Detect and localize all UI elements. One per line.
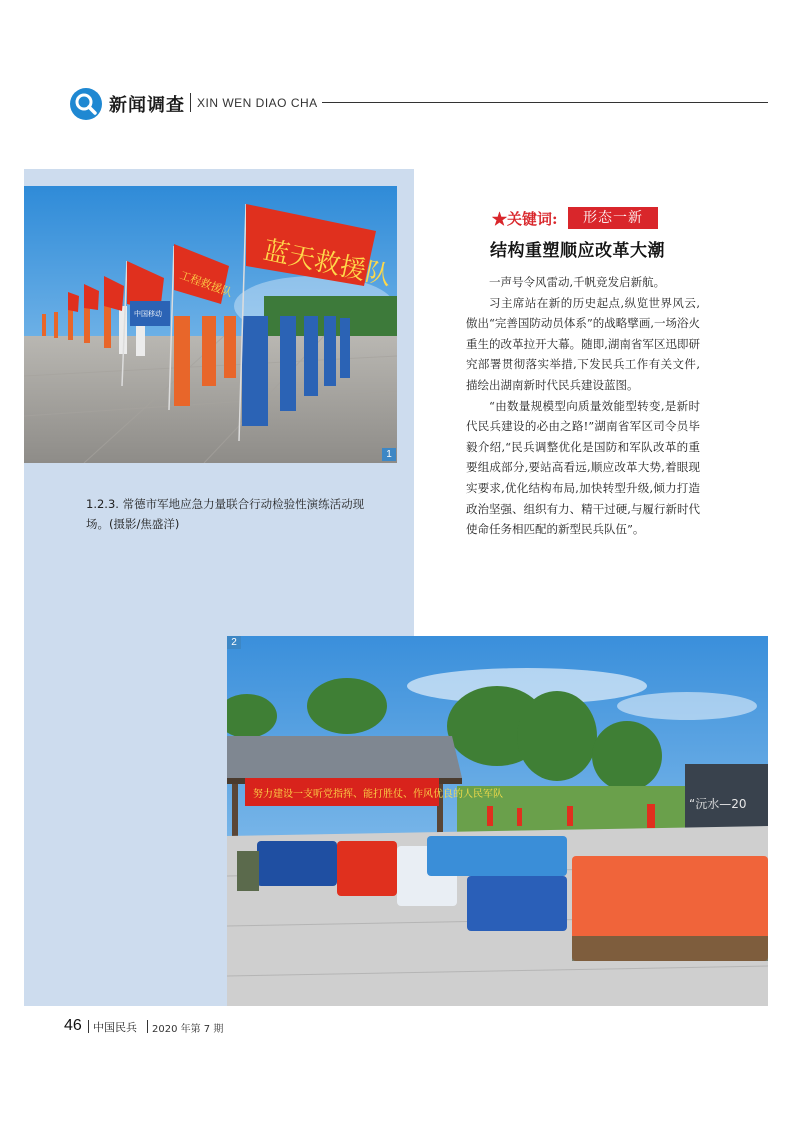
figure-number-badge: 1 [382,448,396,461]
section-title: 新闻调查 [109,95,185,116]
banner-text: 努力建设一支听党指挥、能打胜仗、作风优良的人民军队 [253,789,503,800]
photo-flag-ceremony [24,186,397,463]
photo-caption: 1.2.3. 常德市军地应急力量联合行动检验性演练活动现场。(摄影/焦盛洋) [86,497,365,531]
figure-number-badge: 2 [227,636,241,649]
issue-label: 2020 年第 7 期 [152,1024,224,1035]
article-paragraph: 习主席站在新的历史起点,纵览世界风云,傲出“完善国防动员体系”的战略擘画,一场浴火重生的改革拉开大幕。随即,湖南省军区迅即研究部署贯彻落实举措,下发民兵工作有关文件,描绘出湖南新时代民兵建设蓝图。 [466,295,700,392]
section-headline: 结构重塑顺应改革大潮 [490,241,665,261]
article-paragraph: 一声号令风雷动,千帆竞发启新航。 [489,275,666,289]
footer-divider [88,1020,89,1033]
flag-text: 蓝天救援队 [260,235,394,292]
page-number: 46 [64,1017,82,1034]
keyword-label: ★关键词: [492,210,558,228]
magazine-name: 中国民兵 [93,1021,137,1034]
article-body [466,272,700,540]
flag-text: 工程救援队 [177,268,235,300]
section-title-en: XIN WEN DIAO CHA [197,96,318,110]
header-rule [322,102,768,103]
flag-text: 中国移动 [134,310,162,318]
photo-assembly-square [227,636,768,1006]
keyword-tag: 形态一新 [568,207,658,229]
footer-divider [147,1020,148,1033]
article-paragraph: “由数量规模型向质量效能型转变,是新时代民兵建设的必由之路!”湖南省军区司令员毕毅介绍,“民兵调整优化是国防和军队改革的重要组成部分,要站高看远,顺应改革大势,着眼现实要求,优化结构布局,加快转型升级,倾力打造政治坚强、组织有力、精干过硬,与履行新时代使命任务相匹配的新型民兵队伍”。 [466,398,700,537]
search-icon [70,88,102,120]
stage-text: “沅水—20 [689,797,747,811]
header-divider [190,93,191,112]
